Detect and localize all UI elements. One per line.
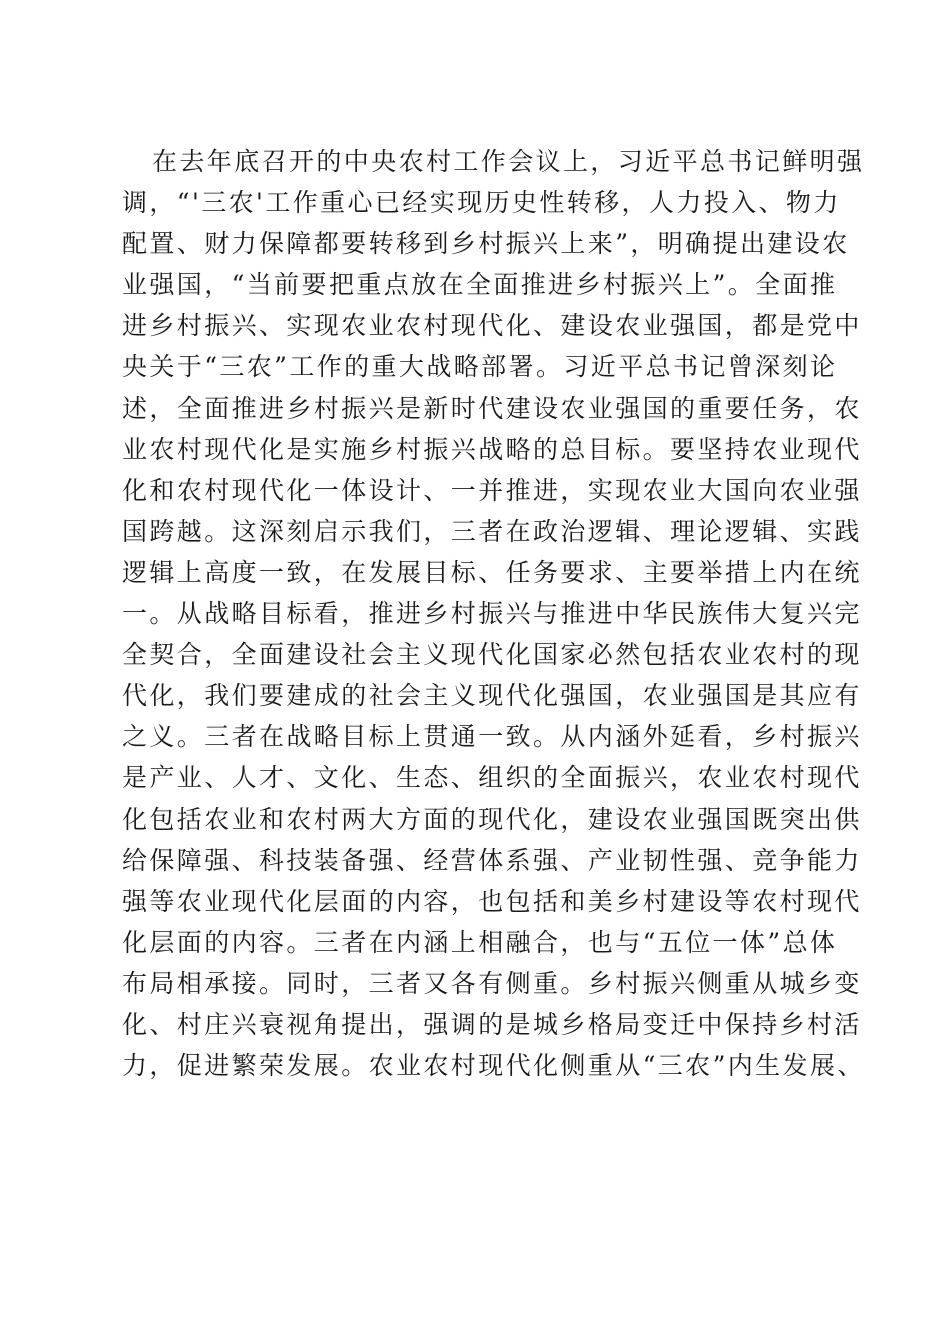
paragraph-line: 之义。三者在战略目标上贯通一致。从内涵外延看，乡村振兴 (122, 722, 862, 752)
paragraph-line: 化层面的内容。三者在内涵上相融合，也与“五位一体”总体 (122, 927, 838, 957)
paragraph-line: 化包括农业和农村两大方面的现代化，建设农业强国既突出供 (122, 804, 862, 834)
paragraph-line: 力，促进繁荣发展。农业农村现代化侧重从“三农”内生发展、 (122, 1051, 865, 1081)
paragraph-line: 央关于“三农”工作的重大战略部署。习近平总书记曾深刻论 (122, 352, 838, 382)
paragraph-line: 化和农村现代化一体设计、一并推进，实现农业大国向农业强 (122, 475, 862, 505)
paragraph-line: 强等农业现代化层面的内容，也包括和美乡村建设等农村现代 (122, 886, 862, 916)
paragraph-line: 布局相承接。同时，三者又各有侧重。乡村振兴侧重从城乡变 (122, 968, 862, 998)
paragraph-line: 述，全面推进乡村振兴是新时代建设农业强国的重要任务，农 (122, 393, 862, 423)
paragraph-line: 代化，我们要建成的社会主义现代化强国，农业强国是其应有 (122, 681, 862, 711)
paragraph-line: 调，“'三农'工作重心已经实现历史性转移，人力投入、物力 (122, 188, 841, 218)
paragraph-line: 业农村现代化是实施乡村振兴战略的总目标。要坚持农业现代 (122, 434, 862, 464)
paragraph-line: 配置、财力保障都要转移到乡村振兴上来”，明确提出建设农 (122, 229, 850, 259)
paragraph-line: 逻辑上高度一致，在发展目标、任务要求、主要举措上内在统 (122, 557, 862, 587)
paragraph-line: 全契合，全面建设社会主义现代化国家必然包括农业农村的现 (122, 640, 862, 670)
paragraph-line: 化、村庄兴衰视角提出，强调的是城乡格局变迁中保持乡村活 (122, 1009, 862, 1039)
paragraph-line: 国跨越。这深刻启示我们，三者在政治逻辑、理论逻辑、实践 (122, 516, 862, 546)
paragraph-line: 一。从战略目标看，推进乡村振兴与推进中华民族伟大复兴完 (122, 599, 862, 629)
body-paragraph (122, 141, 865, 1086)
paragraph-line: 业强国，“当前要把重点放在全面推进乡村振兴上”。全面推 (122, 270, 838, 300)
paragraph-line: 是产业、人才、文化、生态、组织的全面振兴，农业农村现代 (122, 763, 862, 793)
paragraph-line: 进乡村振兴、实现农业农村现代化、建设农业强国，都是党中 (122, 311, 862, 341)
paragraph-line: 在去年底召开的中央农村工作会议上，习近平总书记鲜明强 (152, 147, 865, 176)
paragraph-line: 给保障强、科技装备强、经营体系强、产业韧性强、竞争能力 (122, 845, 862, 875)
